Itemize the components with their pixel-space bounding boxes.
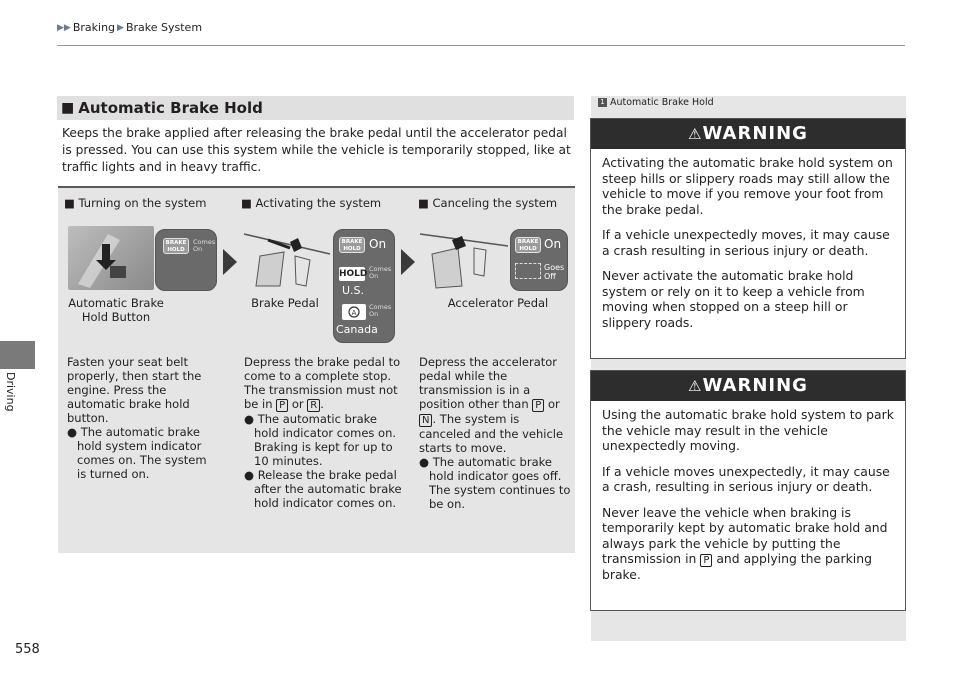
warning-box [590,118,906,359]
brake-hold-indicator-icon: BRAKE HOLD [339,237,365,253]
breadcrumb-item[interactable]: Brake System [125,21,203,34]
svg-text:A: A [351,309,357,317]
note-title: Automatic Brake Hold [610,97,714,108]
warning-body [591,401,905,583]
comes-on-label: Comes On [369,265,392,280]
panel-top-rule [58,186,575,188]
brake-hold-button-illustration [68,226,154,290]
breadcrumb-arrow-icon: ▶▶ [57,22,71,33]
step-arrow-icon [223,249,237,275]
warning-title-bar [591,371,905,401]
warning-body [591,149,905,330]
warning-paragraph: Never leave the vehicle when braking is temporarily kept by automatic brake hold and always park the vehicle by putting the transmission in P and applying the parking brake. [602,504,888,582]
gear-n-key: N [419,414,432,427]
pedal-drawing [240,226,333,290]
description-text: Depress the accelerator pedal while the transmission is in a position other than P or N . The system is canceled and the vehicle starts to move. [419,355,564,455]
button-drawing [68,226,154,290]
region-us-label: U.S. [342,284,365,297]
chapter-label: Driving [4,372,17,412]
warning-title: WARNING [702,123,808,144]
goes-off-label: Goes Off [544,263,565,281]
section-heading [57,96,574,120]
section-title: Automatic Brake Hold [78,99,263,117]
header-divider [57,45,905,46]
gear-r-key: R [307,399,320,412]
warning-triangle-icon: ⚠ [688,377,703,395]
gear-p-key: P [276,399,288,412]
brake-hold-symbol-icon [342,304,366,320]
pedal-drawing [418,226,510,290]
description-text: Fasten your seat belt properly, then start the engine. Press the automatic brake hold button. [67,355,202,425]
gear-p-key: P [532,399,544,412]
bullet-item: ● The automatic brake hold system indicator comes on. The system is turned on. [67,425,207,481]
gear-p-key: P [700,554,712,567]
warning-paragraph: Activating the automatic brake hold system on steep hills or slippery roads may still allow the vehicle to move if you remove your foot from the brake pedal. [602,155,893,217]
warning-triangle-icon: ⚠ [688,125,703,143]
caption-brake-hold-button: Automatic Brake Hold Button [68,296,164,324]
brake-hold-indicator-icon: BRAKE HOLD [163,238,189,254]
chapter-tab [0,341,35,369]
brake-pedal-illustration [240,226,333,290]
description-activating [244,355,404,510]
breadcrumb-arrow-icon: ▶ [117,22,124,33]
bullet-item: ● The automatic brake hold indicator goes off. The system continues to be on. [419,455,571,511]
warning-title-bar [591,119,905,149]
page-number: 558 [15,642,40,657]
column-heading-turning-on: ■ Turning on the system [64,196,207,210]
breadcrumb-item[interactable]: Braking [72,21,116,34]
indicator-panel [333,229,395,343]
warning-title: WARNING [702,375,808,396]
bullet-item: ● Release the brake pedal after the automatic brake hold indicator comes on. [244,468,402,510]
warning-paragraph: Using the automatic brake hold system to park the vehicle may result in the vehicle unexpectedly moving. [602,407,894,453]
breadcrumb [57,21,202,34]
heading-marker: ■ [61,100,75,116]
note-number-icon: 1 [598,98,607,107]
comes-on-label: Comes On [369,303,392,318]
sidebar-note-heading [598,97,714,108]
accelerator-pedal-illustration [418,226,510,290]
bullet-item: ● The automatic brake hold indicator comes on. Braking is kept for up to 10 minutes. [244,412,397,468]
indicator-off-outline [515,263,541,279]
description-text: Depress the brake pedal to come to a complete stop. The transmission must not be in P or R . [244,355,401,411]
comes-on-label: Comes On [193,238,216,253]
caption-brake-pedal: Brake Pedal [251,296,319,310]
step-arrow-icon [401,249,415,275]
caption-accelerator-pedal: Accelerator Pedal [447,296,549,310]
brake-hold-indicator-icon: BRAKE HOLD [515,237,541,253]
description-canceling [419,355,571,511]
warning-paragraph: Never activate the automatic brake hold system or rely on it to keep a vehicle from moving when stopped on a steep hill or slippery roads. [602,268,865,330]
region-canada-label: Canada [336,323,378,336]
indicator-panel [155,229,217,291]
warning-paragraph: If a vehicle moves unexpectedly, it may cause a crash, resulting in serious injury or death. [602,463,890,494]
column-heading-canceling: ■ Canceling the system [418,196,558,210]
intro-paragraph: Keeps the brake applied after releasing the brake pedal until the accelerator pedal is pressed. You can use this system while the vehicle is temporarily stopped, like at traffic lights and in heavy traffic. [62,126,571,174]
description-turning-on [67,355,217,481]
on-label: On [544,237,562,251]
warning-box [590,370,906,611]
column-heading-activating: ■ Activating the system [241,196,382,210]
indicator-panel [510,229,568,291]
on-label: On [369,237,387,251]
warning-paragraph: If a vehicle unexpectedly moves, it may cause a crash resulting in serious injury or death. [602,227,890,258]
hold-indicator-icon: HOLD [339,269,368,279]
